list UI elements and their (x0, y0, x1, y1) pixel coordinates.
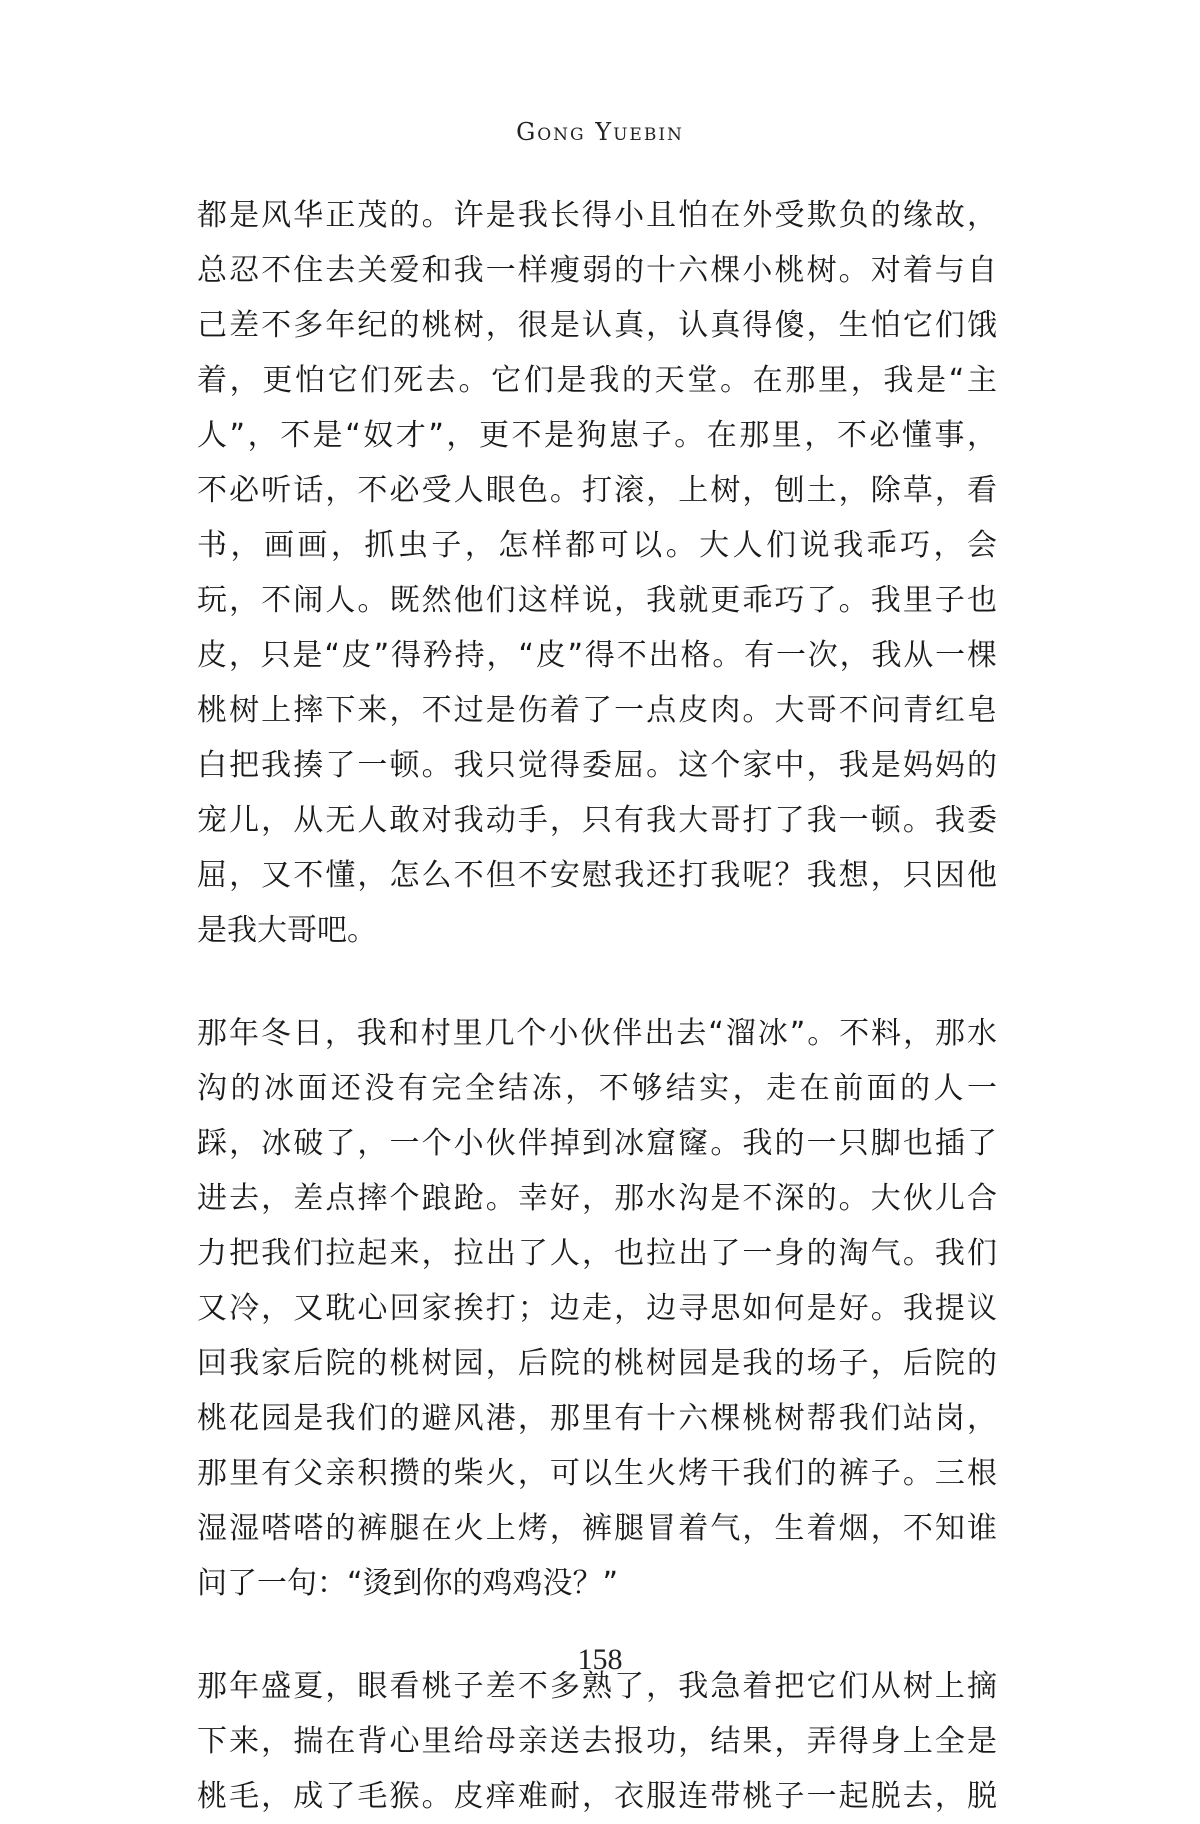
paragraph (197, 188, 997, 958)
text-line: 桃花园是我们的避风港，那里有十六棵桃树帮我们站岗， (197, 1401, 997, 1436)
text-line: 那年冬日，我和村里几个小伙伴出去“溜冰”。不料，那水 (197, 1016, 997, 1051)
text-line: 己差不多年纪的桃树，很是认真，认真得傻，生怕它们饿 (197, 308, 997, 343)
running-head: Gong Yuebin (516, 118, 684, 146)
text-line: 那里有父亲积攒的柴火，可以生火烤干我们的裤子。三根 (197, 1456, 997, 1491)
text-line: 总忍不住去关爱和我一样瘦弱的十六棵小桃树。对着与自 (197, 253, 997, 288)
text-line: 又冷，又耽心回家挨打；边走，边寻思如何是好。我提议 (197, 1291, 997, 1326)
text-line: 玩，不闹人。既然他们这样说，我就更乖巧了。我里子也 (197, 583, 997, 618)
text-line: 不必听话，不必受人眼色。打滚，上树，刨土，除草，看 (197, 473, 997, 508)
text-line: 沟的冰面还没有完全结冻，不够结实，走在前面的人一 (197, 1071, 997, 1106)
text-line: 桃毛，成了毛猴。皮痒难耐，衣服连带桃子一起脱去，脱 (197, 1779, 997, 1814)
body-text (197, 188, 997, 1824)
text-line: 问了一句：“烫到你的鸡鸡没？” (197, 1566, 619, 1601)
text-line: 着，更怕它们死去。它们是我的天堂。在那里，我是“主 (197, 363, 997, 398)
text-line: 那年盛夏，眼看桃子差不多熟了，我急着把它们从树上摘 (197, 1669, 997, 1704)
text-line: 回我家后院的桃树园，后院的桃树园是我的场子，后院的 (197, 1346, 997, 1381)
text-line: 宠儿，从无人敢对我动手，只有我大哥打了我一顿。我委 (197, 803, 997, 838)
text-line: 桃树上摔下来，不过是伤着了一点皮肉。大哥不问青红皂 (197, 693, 997, 728)
page-number: 158 (577, 1643, 623, 1676)
text-line: 皮，只是“皮”得矜持，“皮”得不出格。有一次，我从一棵 (197, 638, 997, 673)
text-line: 是我大哥吧。 (197, 913, 377, 948)
text-line: 下来，揣在背心里给母亲送去报功，结果，弄得身上全是 (197, 1724, 997, 1759)
text-line: 力把我们拉起来，拉出了人，也拉出了一身的淘气。我们 (197, 1236, 997, 1271)
paragraph (197, 1006, 997, 1611)
text-line: 屈，又不懂，怎么不但不安慰我还打我呢？我想，只因他 (197, 858, 997, 893)
text-line: 湿湿嗒嗒的裤腿在火上烤，裤腿冒着气，生着烟，不知谁 (197, 1511, 997, 1546)
text-line: 都是风华正茂的。许是我长得小且怕在外受欺负的缘故， (197, 198, 997, 233)
text-line: 白把我揍了一顿。我只觉得委屈。这个家中，我是妈妈的 (197, 748, 997, 783)
text-line: 人”，不是“奴才”，更不是狗崽子。在那里，不必懂事， (197, 418, 997, 453)
text-line: 踩，冰破了，一个小伙伴掉到冰窟窿。我的一只脚也插了 (197, 1126, 997, 1161)
paragraph (197, 1659, 997, 1824)
text-line: 进去，差点摔个踉跄。幸好，那水沟是不深的。大伙儿合 (197, 1181, 997, 1216)
text-line: 书，画画，抓虫子，怎样都可以。大人们说我乖巧，会 (197, 528, 997, 563)
